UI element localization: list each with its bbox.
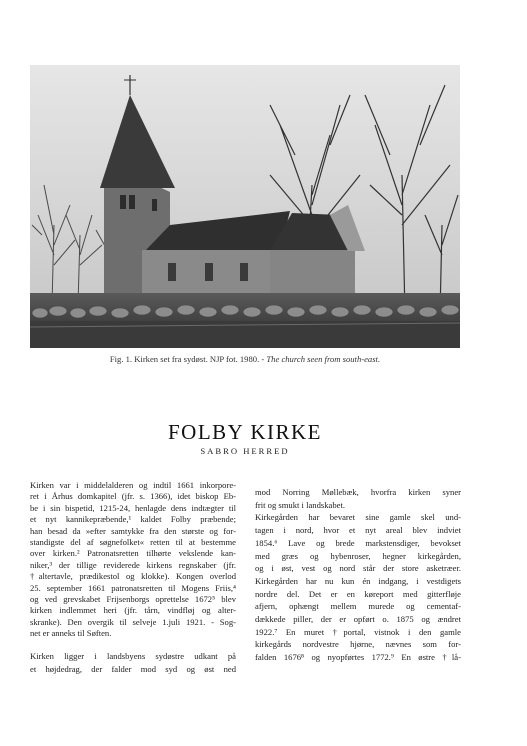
text-line: ret i Århus domkapitel (jfr. s. 1366), idet biskop Eb- — [30, 491, 236, 502]
paragraph-intro — [30, 480, 236, 640]
text-line: kirkegårds nordvestre hjørne, nævnes som for- — [255, 639, 461, 650]
text-line: skranke). Den overgik til selveje 1.juli 1921. - Sog- — [30, 616, 236, 627]
text-line: net er anneks til Søften. — [30, 628, 112, 639]
caption-english: The church seen from south-east. — [266, 354, 381, 364]
text-line: nordre del. Det er en køreport med gitterfløje — [255, 588, 461, 599]
text-line: Kirken ligger i landsbyens sydøstre udkant på — [30, 650, 236, 661]
text-line: et højdedrag, der falder mod syd og øst ned — [30, 663, 236, 674]
text-line: falden 1676⁸ og nyopførtes 1772.⁹ En østre †lå- — [255, 652, 461, 663]
church-photo-drawing — [30, 65, 460, 348]
text-line: Kirkegården har nu kun én indgang, i vestdigets — [255, 575, 461, 586]
text-line: 1922.⁷ En muret †portal, vistnok i den gamle — [255, 626, 461, 637]
left-text-column — [30, 480, 236, 676]
text-line: kirken indlemmet heri (jfr. tårn, vindfløj og alter- — [30, 605, 236, 616]
right-text-column — [255, 486, 461, 664]
text-line: Kirken var i middelalderen og indtil 1661 inkorpore- — [30, 480, 236, 490]
text-line: med græs og hybenroser, hegner kirkegården, — [255, 550, 461, 561]
text-line: be i sin bispetid, 1215-24, henlagde dens indtægter til — [30, 502, 236, 513]
text-line: dækkede piller, der er opført o. 1875 og ændret — [255, 614, 461, 625]
text-line: han besad da »efter samtykke fra den største og for- — [30, 525, 236, 536]
page-title: FOLBY KIRKE — [168, 420, 322, 444]
text-line: Kirkegården har bevaret sine gamle skel und- — [255, 512, 461, 523]
paragraph-continuation — [255, 486, 461, 664]
text-line: mod Norring Møllebæk, hvorfra kirken syner — [255, 487, 461, 497]
text-line: over kirken.² Patronatsretten tilhørte vekslende kan- — [30, 548, 236, 559]
text-line: standigste del af søgnefolket« retten til at bestemme — [30, 537, 236, 548]
text-line: og ved grevskabet Frijsenborgs oprettelse 1672⁵ blev — [30, 594, 236, 605]
page-subtitle: SABRO HERRED — [200, 446, 290, 456]
text-line: et nyt kannikepræbende,¹ kaldet Folby præbende; — [30, 514, 236, 525]
text-line: 1854.⁶ Lave og brede markstensdiger, bevokset — [255, 537, 461, 548]
text-line: tagen i nord, hvor et nyt areal blev indviet — [255, 525, 461, 536]
text-line: †altertavle, prædikestol og klokke). Kongen overlod — [30, 571, 236, 582]
caption-text: Fig. 1. Kirken set fra sydøst. NJP fot. 1980. - — [109, 354, 265, 364]
paragraph-location — [30, 650, 236, 676]
text-line: 25. september 1661 patronatsretten til Mogens Friis,⁴ — [30, 582, 236, 593]
church-photograph — [30, 65, 460, 348]
text-line: frit og smukt i landskabet. — [255, 499, 345, 510]
figure-caption — [30, 354, 460, 364]
text-line: niker,³ der tillige reviderede kirkens regnskaber (jfr. — [30, 559, 236, 570]
text-line: afjern, ophængt mellem murede og cementaf- — [255, 601, 461, 612]
text-line: og i øst, vest og nord står der store asketræer. — [255, 563, 461, 574]
